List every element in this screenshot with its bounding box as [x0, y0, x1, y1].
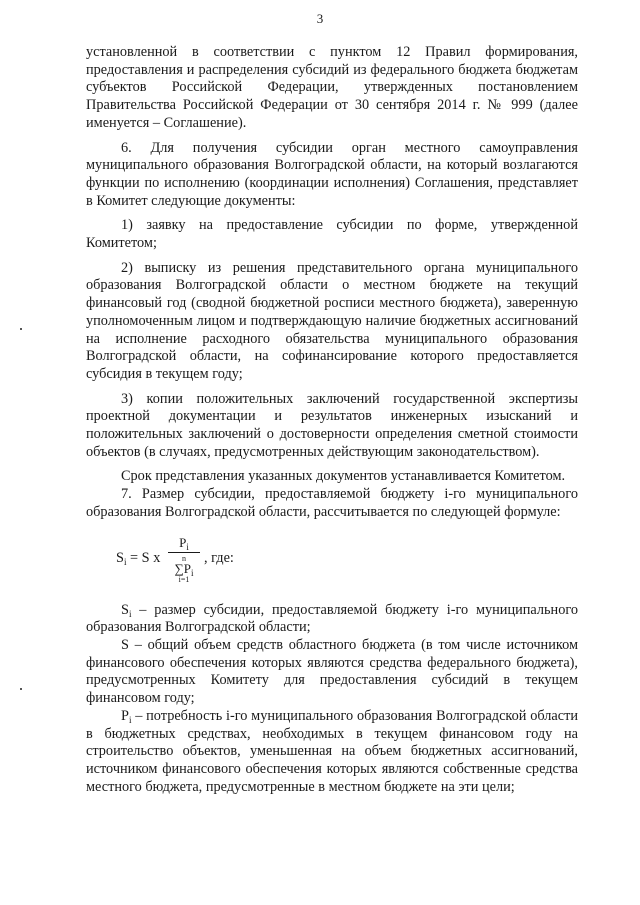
definition-symbol: P — [121, 707, 129, 724]
sum-upper-limit: n — [182, 553, 186, 563]
fraction-bar — [168, 552, 200, 553]
page-number: 3 — [316, 11, 324, 26]
definition-symbol: S — [121, 601, 129, 618]
sum-lower-limit: i=1 — [178, 574, 190, 584]
sum-sign: ∑ — [174, 560, 184, 576]
definition-text: – общий объем средств областного бюджета (в том числе источником финансового обеспечения которых являются средства федерального бюджета), предусмотренных Комитету для предоставления субсидий в текущем финансовом году; — [86, 636, 578, 707]
paragraph-subitem-2: 2) выписку из решения представительного органа муниципального образования Волгоградской области о местном бюджете на текущий финансовый год (сводной бюджетной росписи местного бюджета), заверенную уполномоченным лицом и подтверждающую наличие бюджетных ассигнований на исполнение расходного обязательства муниципального образования Волгоградской области, на софинансирование которого предоставляется субсидия в текущем году; — [86, 259, 578, 382]
formula-lhs-symbol: S — [116, 549, 124, 566]
definition-symbol: S — [121, 636, 129, 653]
definition-pi — [86, 708, 578, 797]
definition-si — [86, 602, 578, 637]
formula-lhs — [116, 550, 160, 568]
scan-speck — [20, 328, 22, 330]
paragraph-item-7: 7. Размер субсидии, предоставляемой бюджету i-го муниципального образования Волгоградской области, рассчитывается по следующей формуле: — [86, 486, 578, 520]
formula-denominator — [168, 560, 200, 578]
definition-text: – размер субсидии, предоставляемой бюджету i-го муниципального образования Волгоградской области; — [86, 601, 578, 636]
formula-denominator-symbol: P — [183, 560, 191, 576]
subsidy-formula — [116, 536, 578, 594]
paragraph-deadline: Срок представления указанных документов устанавливается Комитетом. — [121, 468, 566, 485]
paragraph-subitem-1: 1) заявку на предоставление субсидии по форме, утвержденной Комитетом; — [86, 217, 578, 252]
scan-speck — [20, 688, 22, 690]
formula-denominator-index: i — [191, 567, 194, 578]
definition-symbol-index: i — [128, 714, 132, 725]
definition-s — [86, 637, 578, 708]
paragraph-item-6: 6. Для получения субсидии орган местного самоуправления муниципального образования Волгоградской области, на который возлагаются функции по исполнению (координации исполнения) Соглашения, представляет в Комитет следующие документы: — [86, 139, 578, 209]
formula-suffix: , где: — [204, 549, 234, 566]
formula-numerator — [168, 536, 200, 550]
definition-text: – потребность i-го муниципального образования Волгоградской области в бюджетных средствах, необходимых в текущем финансовом году на строительство объектов, уменьшенная на объем бюджетных ассигнований, источником финансового обеспечения которых являются собственные средства местного бюджета, предусмотренные в местном бюджете на эти цели; — [86, 707, 578, 795]
paragraph-continuation: установленной в соответствии с пунктом 12 Правил формирования, предоставления и распределения субсидий из федерального бюджета бюджетам субъектов Российской Федерации, утвержденных постановлением Правительства Российской Федерации от 30 сентября 2014 г. № 999 (далее именуется – Соглашение). — [86, 44, 578, 131]
formula-numerator-symbol: P — [179, 534, 187, 550]
paragraph-subitem-3: 3) копии положительных заключений государственной экспертизы проектной документации и результатов инженерных изысканий и положительных заключений о достоверности определения сметной стоимости объектов (в случаях, предусмотренных действующим законодательством). — [86, 390, 578, 460]
formula-lhs-index: i — [123, 556, 127, 567]
definition-symbol-index: i — [128, 608, 132, 619]
formula-fraction — [168, 536, 200, 584]
formula-equals-times: = S x — [126, 549, 161, 566]
formula-numerator-index: i — [186, 541, 189, 552]
document-body — [86, 44, 578, 796]
